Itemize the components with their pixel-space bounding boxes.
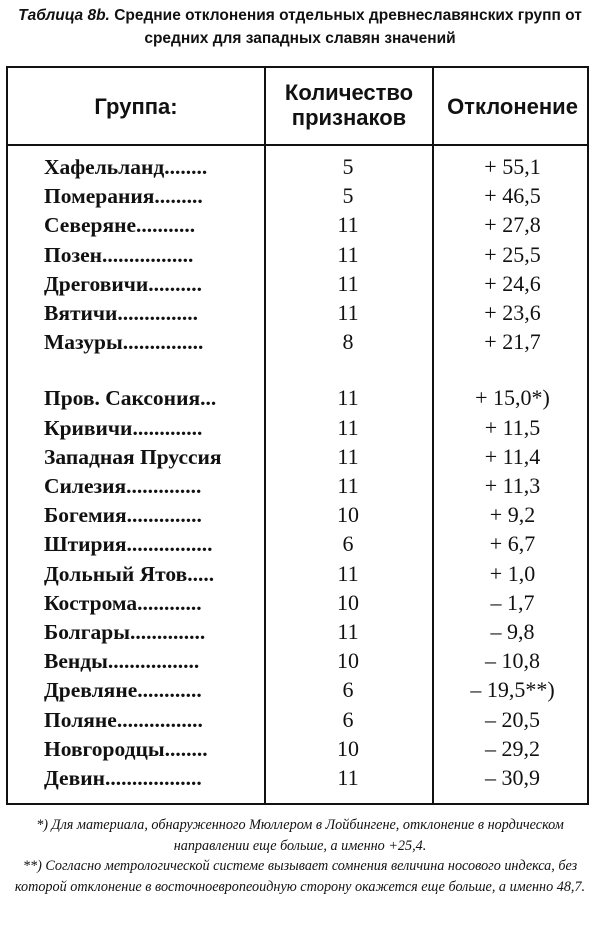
group-name: Вятичи............... — [44, 301, 199, 325]
feature-count: 11 — [337, 765, 359, 790]
feature-count: 11 — [337, 270, 359, 296]
deviation-value: + 46,5 — [484, 183, 541, 209]
table-number: Таблица 8b. — [18, 7, 110, 24]
deviation-value: + 25,5 — [484, 241, 541, 267]
group-name: Силезия.............. — [44, 474, 202, 498]
feature-count: 5 — [342, 183, 354, 209]
table-row — [8, 269, 587, 299]
table-row — [8, 559, 587, 589]
feature-count: 10 — [337, 589, 359, 615]
table-row — [8, 705, 587, 735]
feature-count: 10 — [337, 735, 359, 761]
feature-count: 6 — [342, 677, 354, 703]
header-divider — [8, 144, 587, 146]
group-name: Хафельланд........ — [44, 155, 208, 179]
header-group: Группа: — [94, 94, 178, 119]
deviation-value: – 19,5**) — [470, 677, 555, 703]
table-row — [8, 240, 587, 270]
group-name: Болгары.............. — [44, 620, 206, 644]
feature-count: 11 — [337, 619, 359, 644]
table-row — [8, 181, 587, 211]
table-row — [8, 529, 587, 559]
footnote-2: **) Согласно метрологической системе вызывает сомнения величина носового индекса, без которой отклонение в восточноевропеоидную сторону окажется еще больше, а именно 48,7. — [14, 858, 586, 895]
deviation-value: + 23,6 — [484, 300, 541, 325]
feature-count: 6 — [342, 531, 354, 557]
footnotes — [6, 815, 594, 897]
feature-count: 11 — [337, 414, 359, 440]
table-row — [8, 675, 587, 705]
group-name: Пров. Саксония... — [44, 386, 217, 411]
header-deviation: Отклонение — [447, 94, 578, 119]
feature-count: 11 — [337, 300, 359, 325]
group-name: Дольный Ятов..... — [44, 561, 215, 586]
table-row — [8, 210, 587, 240]
table-row — [8, 617, 587, 647]
deviation-value: + 27,8 — [484, 212, 541, 238]
header-count: Количество признаков — [284, 80, 414, 130]
data-table — [6, 66, 589, 805]
feature-count: 11 — [337, 212, 359, 238]
table-row — [8, 442, 587, 472]
group-name: Дреговичи.......... — [44, 271, 202, 296]
deviation-value: + 11,5 — [484, 414, 541, 440]
group-name: Венды................. — [44, 649, 200, 674]
group-name: Западная Пруссия — [44, 444, 222, 469]
table-row — [8, 763, 587, 793]
group-name: Померания......... — [44, 184, 203, 209]
deviation-value: – 9,8 — [490, 619, 535, 644]
feature-count: 11 — [337, 473, 359, 498]
deviation-value: + 15,0*) — [475, 385, 550, 411]
feature-count: 6 — [342, 706, 354, 732]
group-name: Кривичи............. — [44, 415, 203, 440]
table-row — [8, 646, 587, 676]
group-name: Девин.................. — [44, 766, 202, 790]
deviation-value: – 30,9 — [485, 765, 540, 790]
group-name: Штирия................ — [44, 532, 213, 557]
table-row — [8, 734, 587, 764]
deviation-value: – 29,2 — [485, 735, 540, 761]
table-title: Средние отклонения отдельных древнеславянских групп от средних для западных славян значений — [114, 7, 582, 47]
deviation-value: – 10,8 — [485, 648, 540, 674]
deviation-value: + 11,3 — [484, 473, 541, 498]
feature-count: 11 — [337, 560, 359, 586]
table-row — [8, 383, 587, 413]
table-caption — [14, 4, 586, 50]
deviation-value: + 21,7 — [484, 329, 541, 355]
group-name: Поляне................ — [44, 707, 203, 732]
deviation-value: + 24,6 — [484, 270, 541, 296]
group-name: Новгородцы........ — [44, 736, 208, 761]
deviation-value: + 55,1 — [484, 154, 541, 179]
deviation-value: + 9,2 — [489, 502, 536, 528]
feature-count: 11 — [337, 385, 359, 411]
group-name: Мазуры............... — [44, 330, 204, 355]
deviation-value: + 6,7 — [489, 531, 536, 557]
table-row — [8, 152, 587, 182]
feature-count: 5 — [342, 154, 354, 179]
feature-count: 10 — [337, 648, 359, 674]
deviation-value: – 1,7 — [490, 589, 535, 615]
table-row — [8, 500, 587, 530]
feature-count: 11 — [337, 443, 359, 469]
table-row — [8, 471, 587, 501]
feature-count: 10 — [337, 502, 359, 528]
table-row — [8, 588, 587, 618]
group-name: Кострома............ — [44, 590, 202, 615]
group-name: Богемия.............. — [44, 503, 202, 528]
table-row — [8, 327, 587, 357]
group-name: Позен................. — [44, 242, 194, 267]
feature-count: 11 — [337, 241, 359, 267]
table-row — [8, 298, 587, 328]
table-row — [8, 413, 587, 443]
feature-count: 8 — [342, 329, 354, 355]
deviation-value: – 20,5 — [485, 706, 540, 732]
deviation-value: + 1,0 — [489, 560, 536, 586]
footnote-1: *) Для материала, обнаруженного Мюллером в Лойбингене, отклонение в нордическом направлении еще больше, а именно +25,4. — [36, 817, 564, 854]
group-name: Северяне........... — [44, 213, 196, 238]
group-name: Древляне............ — [44, 678, 202, 703]
deviation-value: + 11,4 — [484, 443, 541, 469]
